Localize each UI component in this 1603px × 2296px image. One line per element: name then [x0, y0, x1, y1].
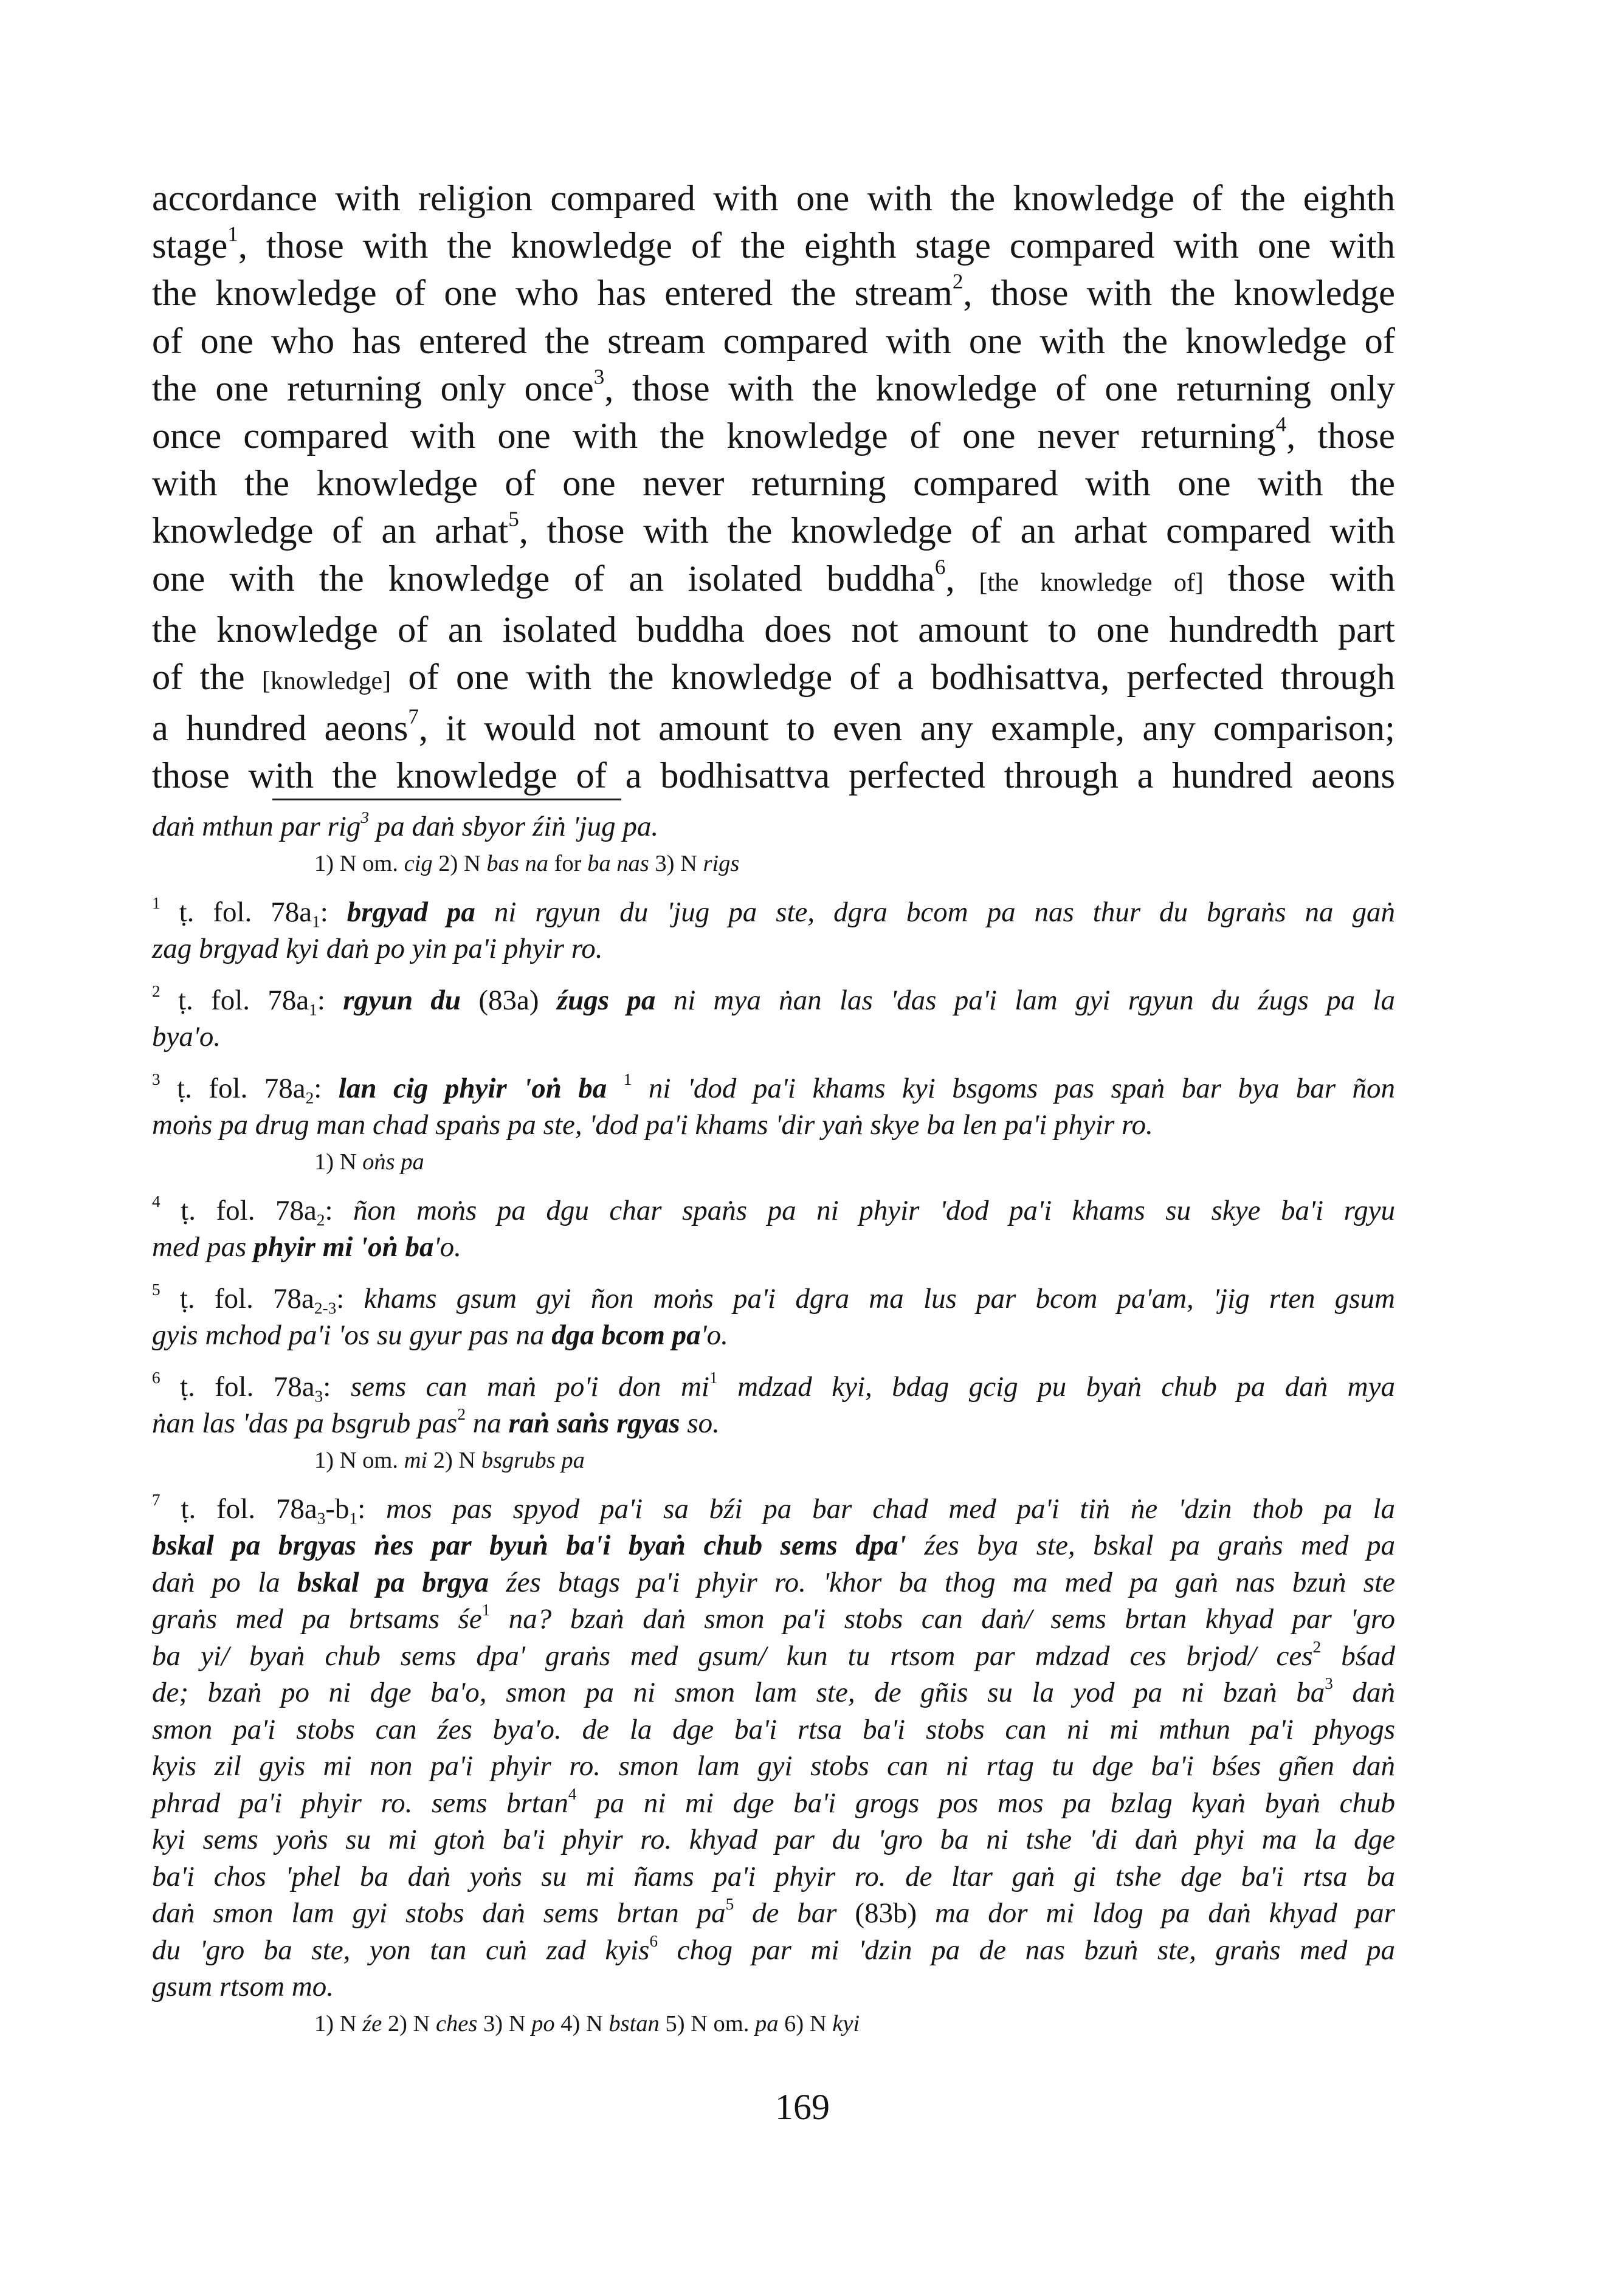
main-text	[152, 175, 1395, 800]
main-line: those with the knowledge of a bodhisattva perfected through a hundred aeons	[152, 755, 1395, 797]
footnotes	[152, 808, 1395, 2040]
main-line: the knowledge of one who has entered the stream$^2$, those with the knowledge	[152, 270, 1395, 314]
page-number: 169	[775, 2087, 830, 2127]
main-line: stage$^1$, those with the knowledge of the eighth stage compared with one with	[152, 222, 1395, 267]
tibetan-continuation: daṅ mthun par rig$^3$ pa daṅ sbyor źiṅ 'jug pa.	[152, 808, 659, 842]
main-line: of one who has entered the stream compared with one with the knowledge of	[152, 320, 1395, 362]
main-line: of the [knowledge] of one with the knowledge of a bodhisattva, perfected through	[152, 657, 1396, 698]
variant-readings: 1) N oṅs pa	[314, 1149, 424, 1175]
main-line: the knowledge of an isolated buddha does not amount to one hundredth part	[152, 609, 1395, 650]
main-line: knowledge of an arhat$^5$, those with the knowledge of an arhat compared with	[152, 507, 1395, 552]
footnote-1: $^1$ ṭ. fol. $78a_1$: brgyad pa ni rgyun du 'jug pa ste, dgra bcom pa nas thur du bgraṅs na gaṅ zag brgyad kyi daṅ po yin pa'i phyir ro.	[152, 893, 1395, 964]
variant-readings: 1) N om. mi 2) N bsgrubs pa	[314, 1447, 585, 1473]
footnote-5: $^5$ ṭ. fol. $78a_{2-3}$: khams gsum gyi ñon moṅs pa'i dgra ma lus par bcom pa'am, 'jig rten gsum gyis mchod pa'i 'os su gyur pas na dga bcom pa'o.	[152, 1280, 1395, 1351]
variant-readings: 1) N om. cig 2) N bas na for ba nas 3) N rigs	[314, 850, 740, 876]
footnote-7: $^7$ ṭ. fol. $78a_3-b_1$: mos pas spyod pa'i sa bźi pa bar chad med pa'i tiṅ ṅe 'dzin thob pa la bskal pa brgyas ṅes par byuṅ ba'i byaṅ chub sems dpa' źes bya ste, bskal pa graṅs med pa daṅ po la bskal pa brgya źes btags pa'i phyir ro. 'khor ba thog ma med pa gaṅ nas bzuṅ ste graṅs med pa brtsams $śe^1$ na? bzaṅ daṅ smon pa'i stobs can daṅ/ sems brtan khyad par 'gro ba yi/ byaṅ chub sems dpa' graṅs med gsum/ kun tu rtsom par mdzad ces brjod/ ces$^2$ bśad de; bzaṅ po ni dge ba'o, smon pa ni smon lam ste, de gñis su la yod pa ni bzaṅ $ba^3$ daṅ smon pa'i stobs can źes bya'o. de la dge ba'i rtsa ba'i stobs can ni mi mthun pa'i phyogs kyis zil gyis mi non pa'i phyir ro. smon lam gyi stobs can ni rtag tu dge ba'i bśes gñen daṅ phrad pa'i phyir ro. sems brtan$^4$ pa ni mi dge ba'i grogs pos mos pa bzlag kyaṅ byaṅ chub kyi sems yoṅs su mi gtoṅ ba'i phyir ro. khyad par du 'gro ba ni tshe 'di daṅ phyi ma la dge ba'i chos 'phel ba daṅ yoṅs su mi ñams pa'i phyir ro. de ltar gaṅ gi tshe dge ba'i rtsa ba daṅ smon lam gyi stobs daṅ sems brtan $pa^5$ de bar (83b) ma dor mi ldog pa daṅ khyad par du 'gro ba ste, yon tan cuṅ zad kyis$^6$ chog par mi 'dzin pa de nas bzuṅ ste, graṅs med pa gsum rtsom mo.	[152, 1490, 1396, 2002]
footnote-separator	[272, 799, 621, 800]
variant-readings: 1) N źe 2) N ches 3) N po 4) N bstan 5) N om. pa 6) N kyi	[314, 2010, 860, 2036]
main-line: one with the knowledge of an isolated buddha$^6$, [the knowledge of] those with	[152, 555, 1396, 599]
main-line: once compared with one with the knowledge of one never returning$^4$, those	[152, 412, 1395, 457]
footnote-2: $^2$ ṭ. fol. $78a_1$: rgyun du (83a) źugs pa ni mya ṅan las 'das pa'i lam gyi rgyun du źugs pa la bya'o.	[152, 981, 1395, 1053]
main-line: the one returning only once$^3$, those with the knowledge of one returning only	[152, 365, 1395, 409]
main-line: a hundred aeons$^7$, it would not amount to even any example, any comparison;	[152, 704, 1395, 749]
footnote-3: $^3$ ṭ. fol. $78a_2$: lan cig phyir 'oṅ ba $^1$ ni 'dod pa'i khams kyi bsgoms pas spaṅ bar bya bar ñon moṅs pa drug man chad spaṅs pa ste, 'dod pa'i khams 'dir yaṅ skye ba len pa'i phyir ro.	[152, 1070, 1396, 1141]
footnote-6: $^6$ ṭ. fol. $78a_3$: sems can maṅ po'i don $mi^1$ mdzad kyi, bdag gcig pu byaṅ chub pa daṅ mya ṅan las 'das pa bsgrub pas$^2$ na raṅ saṅs rgyas so.	[152, 1368, 1395, 1439]
main-line: with the knowledge of one never returning compared with one with the	[152, 463, 1395, 504]
main-line: accordance with religion compared with one with the knowledge of the eighth	[152, 178, 1395, 219]
footnote-4: $^4$ ṭ. fol. $78a_2$: ñon moṅs pa dgu char spaṅs pa ni phyir 'dod pa'i khams su skye ba'i rgyu med pas phyir mi 'oṅ ba'o.	[152, 1192, 1395, 1263]
